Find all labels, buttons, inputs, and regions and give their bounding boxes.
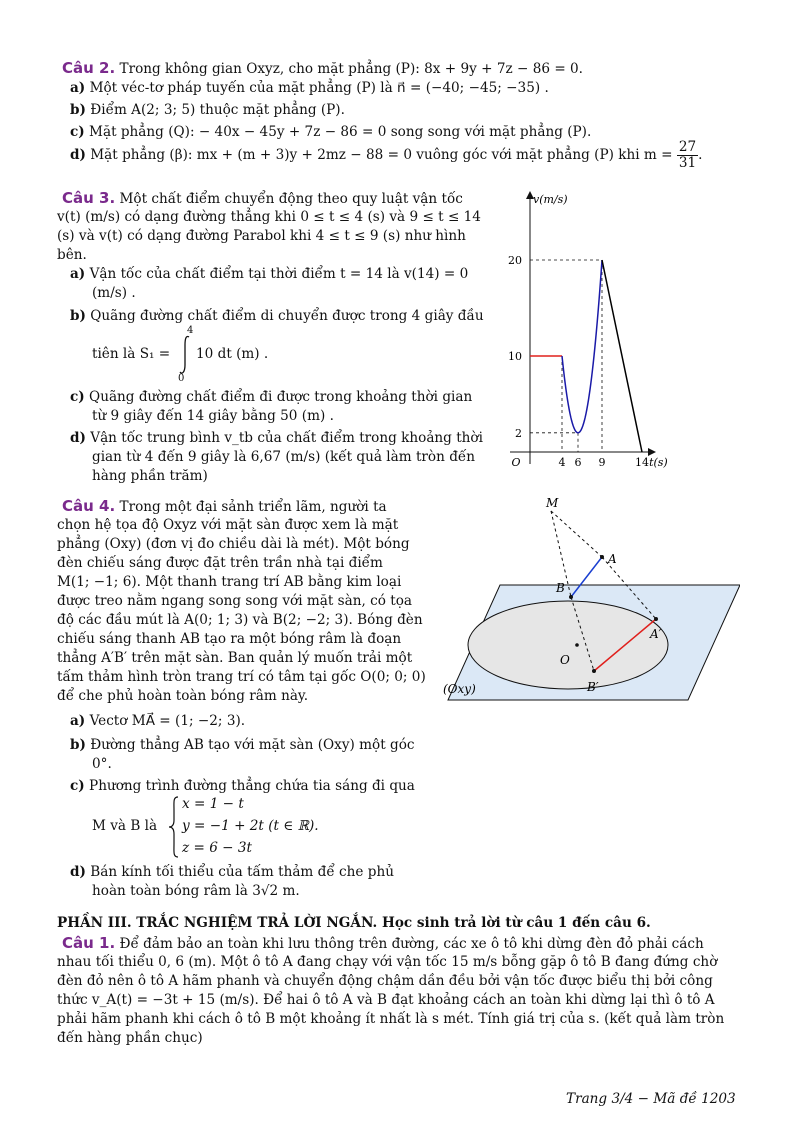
q3-option-d: d) Vận tốc trung bình v_tb của chất điểm trong khoảng thời bbox=[70, 430, 483, 446]
q3-b-integral-pre: tiên là S₁ = bbox=[92, 346, 171, 362]
q3-option-d-2: gian từ 4 đến 9 giây là 6,67 (m/s) (kết quả làm tròn đến bbox=[92, 449, 476, 465]
q3-option-a: a) Vận tốc của chất điểm tại thời điểm t = 14 là v(14) = 0 bbox=[70, 266, 469, 282]
q2-stem-line bbox=[62, 60, 583, 78]
q4-stem-line-7: độ các đầu mút là A(0; 1; 3) và B(2; −2; 3). Bóng đèn bbox=[57, 612, 423, 628]
label-b-prime: B′ bbox=[587, 680, 599, 694]
q3-stem-line-4: bên. bbox=[57, 247, 87, 263]
q3-c-text-1: Quãng đường chất điểm đi được trong khoảng thời gian bbox=[89, 389, 473, 405]
series-linear-2 bbox=[602, 260, 642, 452]
q3-b-integral-post: 10 dt (m) . bbox=[196, 346, 269, 362]
q4-option-d: d) Bán kính tối thiểu của tấm thảm để che phủ bbox=[70, 864, 394, 880]
q4-stem-line-9: thẳng A′B′ trên mặt sàn. Ban quản lý muốn trải một bbox=[57, 650, 413, 666]
x-tick-label-14: 14 bbox=[635, 456, 649, 469]
point-b-prime bbox=[592, 669, 596, 673]
q4-stem-line-11: để che phủ hoàn toàn bóng râm này. bbox=[57, 688, 309, 704]
y-tick-label-2: 2 bbox=[515, 426, 522, 440]
q4-stem-line-4: đèn chiếu sáng được đặt trên trần nhà tại điểm bbox=[57, 555, 383, 571]
q4-stem-line-10: tấm thảm hình tròn trang trí có tâm tại gốc O(0; 0; 0) bbox=[57, 669, 426, 685]
y-axis-label: v(m/s) bbox=[533, 193, 568, 206]
part3-q1-line-2: nhau tối thiểu 0, 6 (m). Một ô tô A đang chạy với vận tốc 15 m/s bỗng gặp ô tô B đang đứng chờ bbox=[57, 954, 718, 970]
x-tick-label-9: 9 bbox=[598, 456, 606, 469]
q2-option-b: b) Điểm A(2; 3; 5) thuộc mặt phẳng (P). bbox=[70, 102, 345, 118]
label-a: A bbox=[608, 552, 617, 566]
q2-b-text: Điểm A(2; 3; 5) thuộc mặt phẳng (P). bbox=[90, 102, 345, 118]
q4-c-text-1: Phương trình đường thẳng chứa tia sáng đi qua bbox=[89, 778, 415, 794]
point-o bbox=[575, 643, 579, 647]
velocity-time-chart bbox=[495, 185, 745, 475]
q3-a-text-1: Vận tốc của chất điểm tại thời điểm t = 14 là v(14) = 0 bbox=[89, 266, 469, 282]
q4-stem-line-2: chọn hệ tọa độ Oxyz với mặt sàn được xem là mặt bbox=[57, 517, 399, 533]
q2-option-a: a) Một véc-tơ pháp tuyến của mặt phẳng (P) là n⃗ = (−40; −45; −35) . bbox=[70, 80, 549, 96]
shadow-projection-figure bbox=[440, 495, 740, 705]
part3-q1-line-1 bbox=[62, 935, 704, 953]
q3-b-integral-upper: 4 bbox=[187, 325, 194, 336]
q4-option-b-2: 0°. bbox=[92, 756, 112, 772]
q3-option-b: b) Quãng đường chất điểm di chuyển được trong 4 giây đầu bbox=[70, 308, 484, 324]
origin-label: O bbox=[511, 456, 521, 469]
q3-b-integral bbox=[92, 325, 352, 385]
integral-sign-icon bbox=[178, 335, 192, 375]
q4-c-eq-x: x = 1 − t bbox=[182, 796, 244, 812]
q2-a-text: Một véc-tơ pháp tuyến của mặt phẳng (P) là n⃗ = (−40; −45; −35) . bbox=[89, 80, 549, 96]
light-ray-m-a bbox=[551, 511, 602, 557]
q4-stem-line-3: phẳng (Oxy) (đơn vị đo chiều dài là mét). Một bóng bbox=[57, 536, 410, 552]
x-tick-label-6: 6 bbox=[574, 456, 582, 469]
q2-option-d: d) Mặt phẳng (β): mx + (m + 3)y + 2mz − 88 = 0 vuông góc với mặt phẳng (P) khi m = $\frac{27}{31}$ . bbox=[70, 139, 703, 171]
series-parabola-1 bbox=[562, 260, 602, 433]
q4-option-c: c) Phương trình đường thẳng chứa tia sáng đi qua bbox=[70, 778, 415, 794]
q3-option-a-2: (m/s) . bbox=[92, 285, 136, 301]
y-tick-label-10: 10 bbox=[508, 350, 522, 363]
q2-c-text: Mặt phẳng (Q): − 40x − 45y + 7z − 86 = 0 song song với mặt phẳng (P). bbox=[89, 124, 592, 140]
part3-q1-line-4: thức v_A(t) = −3t + 15 (m/s). Để hai ô tô A và B đạt khoảng cách an toàn khi dừng lại thì ô tô A bbox=[57, 992, 715, 1008]
q2-label: Câu 2. bbox=[62, 59, 116, 77]
point-a-prime bbox=[654, 617, 658, 621]
circular-carpet bbox=[468, 601, 668, 689]
q3-option-c: c) Quãng đường chất điểm đi được trong khoảng thời gian bbox=[70, 389, 473, 405]
point-b bbox=[569, 595, 573, 599]
q3-d-text-1: Vận tốc trung bình v_tb của chất điểm trong khoảng thời bbox=[90, 430, 483, 446]
part3-q1-line-3: đèn đỏ nên ô tô A hãm phanh và chuyển động chậm dần đều bởi vận tốc được biểu thị bởi công bbox=[57, 973, 713, 989]
part3-q1-line-5: phải hãm phanh khi cách ô tô B một khoảng ít nhất là s mét. Tính giá trị của s. (kết quả làm tròn bbox=[57, 1011, 725, 1027]
label-b: B bbox=[556, 581, 565, 595]
q2-d-fraction: $\frac{27}{31}$ bbox=[678, 139, 697, 171]
q4-stem-line-8: chiếu sáng thanh AB tạo ra một bóng râm là đoạn bbox=[57, 631, 402, 647]
x-axis-label: t(s) bbox=[649, 456, 668, 469]
q3-stem-line-2: v(t) (m/s) có dạng đường thẳng khi 0 ≤ t ≤ 4 (s) và 9 ≤ t ≤ 14 bbox=[57, 209, 481, 225]
left-brace-icon bbox=[168, 796, 180, 858]
part3-q1-label: Câu 1. bbox=[62, 934, 116, 952]
label-plane: (Oxy) bbox=[443, 682, 476, 696]
point-a bbox=[600, 555, 604, 559]
part3-heading: PHẦN III. TRẮC NGHIỆM TRẢ LỜI NGẮN. Học sinh trả lời từ câu 1 đến câu 6. bbox=[57, 915, 651, 931]
page-footer: Trang 3/4 − Mã đề 1203 bbox=[566, 1091, 736, 1107]
q4-option-b: b) Đường thẳng AB tạo với mặt sàn (Oxy) một góc bbox=[70, 737, 415, 753]
q4-c-pre: M và B là bbox=[92, 818, 158, 834]
label-o: O bbox=[560, 653, 570, 667]
q2-option-c: c) Mặt phẳng (Q): − 40x − 45y + 7z − 86 = 0 song song với mặt phẳng (P). bbox=[70, 124, 592, 140]
q4-option-d-2: hoàn toàn bóng râm là 3√2 m. bbox=[92, 883, 300, 899]
q4-a-text: Vectơ MA⃗ = (1; −2; 3). bbox=[89, 713, 246, 729]
q3-stem-line-3: (s) và v(t) có dạng đường Parabol khi 4 ≤ t ≤ 9 (s) như hình bbox=[57, 228, 466, 244]
q2-d-text: Mặt phẳng (β): mx + (m + 3)y + 2mz − 88 = 0 vuông góc với mặt phẳng (P) khi m = bbox=[90, 147, 673, 163]
q3-b-integral-lower: 0 bbox=[178, 373, 185, 384]
q4-c-eq-z: z = 6 − 3t bbox=[182, 840, 252, 856]
q4-b-text-1: Đường thẳng AB tạo với mặt sàn (Oxy) một góc bbox=[90, 737, 415, 753]
label-m: M bbox=[546, 496, 559, 510]
q3-option-c-2: từ 9 giây đến 14 giây bằng 50 (m) . bbox=[92, 408, 334, 424]
q3-stem-1: Một chất điểm chuyển động theo quy luật vận tốc bbox=[119, 191, 463, 207]
label-a-prime: A′ bbox=[650, 627, 662, 641]
q4-d-text-1: Bán kính tối thiểu của tấm thảm để che phủ bbox=[90, 864, 394, 880]
q3-label: Câu 3. bbox=[62, 189, 116, 207]
q4-stem-line-6: được treo nằm ngang song song với mặt sàn, có tọa bbox=[57, 593, 413, 609]
x-tick-label-4: 4 bbox=[558, 456, 566, 469]
q4-stem-line-5: M(1; −1; 6). Một thanh trang trí AB bằng kim loại bbox=[57, 574, 402, 590]
y-tick-label-20: 20 bbox=[508, 254, 522, 267]
q4-option-a: a) Vectơ MA⃗ = (1; −2; 3). bbox=[70, 713, 246, 729]
q3-option-d-3: hàng phần trăm) bbox=[92, 468, 208, 484]
part3-q1-line-6: đến hàng phần chục) bbox=[57, 1030, 203, 1046]
q4-label: Câu 4. bbox=[62, 497, 116, 515]
part3-q1-text-1: Để đảm bảo an toàn khi lưu thông trên đường, các xe ô tô khi dừng đèn đỏ phải cách bbox=[119, 936, 704, 952]
q4-stem-1: Trong một đại sảnh triển lãm, người ta bbox=[119, 499, 387, 515]
q4-stem-line-1 bbox=[62, 498, 387, 516]
q2-stem: Trong không gian Oxyz, cho mặt phẳng (P): 8x + 9y + 7z − 86 = 0. bbox=[119, 61, 584, 77]
q4-c-eq-y: y = −1 + 2t (t ∈ ℝ). bbox=[182, 818, 319, 834]
q3-stem-line-1 bbox=[62, 190, 463, 208]
q3-b-text-1: Quãng đường chất điểm di chuyển được trong 4 giây đầu bbox=[90, 308, 484, 324]
q4-c-system bbox=[92, 796, 372, 860]
